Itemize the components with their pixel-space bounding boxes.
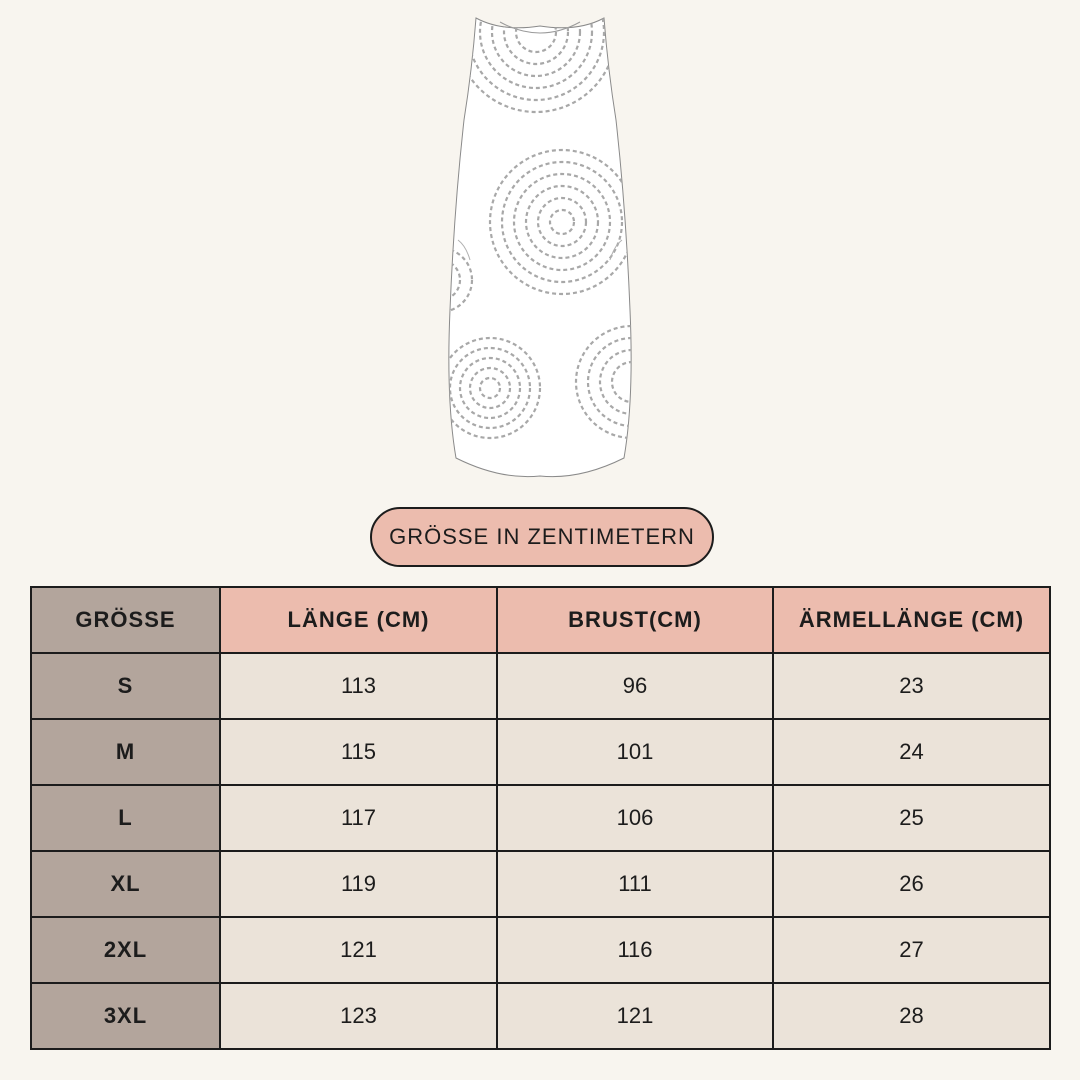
- size-cell: M: [31, 719, 220, 785]
- size-cell: XL: [31, 851, 220, 917]
- size-unit-label: GRÖSSE IN ZENTIMETERN: [389, 524, 695, 549]
- table-row: [31, 917, 1050, 983]
- header-size: GRÖSSE: [31, 587, 220, 653]
- sleeve-cell: 26: [773, 851, 1050, 917]
- header-chest: BRUST(CM): [497, 587, 773, 653]
- table-row: [31, 851, 1050, 917]
- table-row: [31, 983, 1050, 1049]
- header-sleeve-length: ÄRMELLÄNGE (CM): [773, 587, 1050, 653]
- size-cell: L: [31, 785, 220, 851]
- header-length: LÄNGE (CM): [220, 587, 497, 653]
- table-row: [31, 653, 1050, 719]
- size-unit-badge: [370, 507, 714, 567]
- size-chart-table: [30, 586, 1051, 1050]
- size-cell: 3XL: [31, 983, 220, 1049]
- dress-illustration: [440, 10, 640, 480]
- size-cell: 2XL: [31, 917, 220, 983]
- table-row: [31, 719, 1050, 785]
- chest-cell: 116: [497, 917, 773, 983]
- length-cell: 121: [220, 917, 497, 983]
- chest-cell: 106: [497, 785, 773, 851]
- table-row: [31, 785, 1050, 851]
- sleeve-cell: 27: [773, 917, 1050, 983]
- length-cell: 119: [220, 851, 497, 917]
- sleeve-cell: 23: [773, 653, 1050, 719]
- length-cell: 115: [220, 719, 497, 785]
- table-header-row: [31, 587, 1050, 653]
- chest-cell: 96: [497, 653, 773, 719]
- sleeve-cell: 28: [773, 983, 1050, 1049]
- length-cell: 123: [220, 983, 497, 1049]
- length-cell: 113: [220, 653, 497, 719]
- chest-cell: 111: [497, 851, 773, 917]
- length-cell: 117: [220, 785, 497, 851]
- sleeve-cell: 24: [773, 719, 1050, 785]
- dress-icon: [440, 10, 640, 480]
- size-cell: S: [31, 653, 220, 719]
- chest-cell: 101: [497, 719, 773, 785]
- chest-cell: 121: [497, 983, 773, 1049]
- sleeve-cell: 25: [773, 785, 1050, 851]
